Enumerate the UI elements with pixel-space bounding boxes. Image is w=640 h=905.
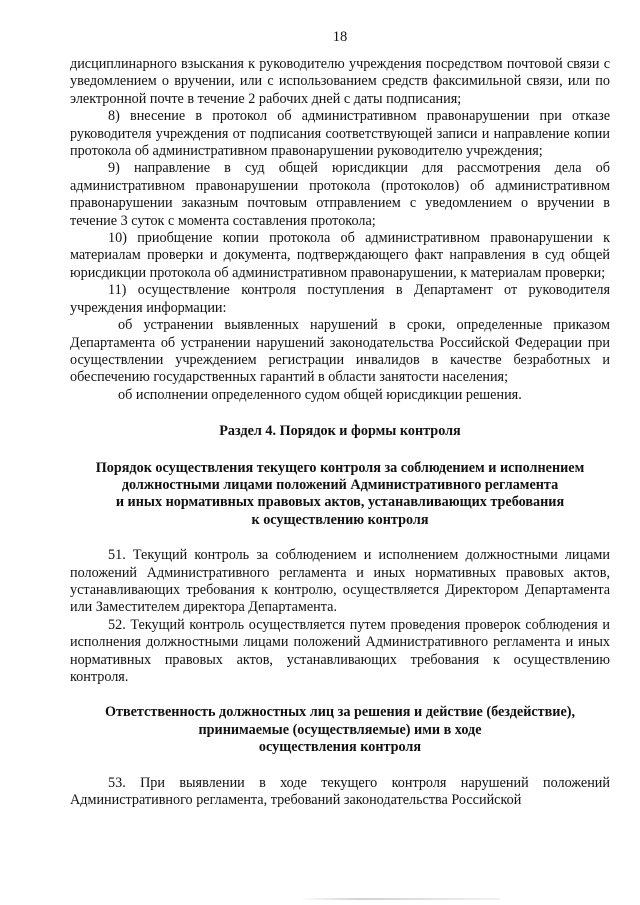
subsection-title-line: к осуществлению контроля [251,511,429,528]
list-subitem-violations: об устранении выявленных нарушений в сроки, определенные приказом Департамента об устранении нарушений законодательства Российской Федерации при осуществлении учреждением регистрации инвалидов в качестве безработных и обеспечению государственных гарантий в области занятости населения; [70,317,610,386]
subsection-title-responsibility [70,704,610,756]
scan-edge-artifact [300,898,500,900]
list-subitem-court-decision: об исполнении определенного судом общей юрисдикции решения. [118,386,522,403]
clause-52: 52. Текущий контроль осуществляется путем проведения проверок соблюдения и исполнения должностными лицами положений Административного регламента и иных нормативных правовых актов, устанавливающих требования к осуществлению контроля. [70,616,610,685]
subsection-title-line: Порядок осуществления текущего контроля за соблюдением и исполнением [95,459,585,476]
clause-53: 53. При выявлении в ходе текущего контроля нарушений положений Административного регламента, требований законодательства Российской [70,774,610,809]
subsection-title-line: осуществления контроля [258,739,422,756]
page-number: 18 [332,29,348,45]
list-item-11: 11) осуществление контроля поступления в Департамент от руководителя учреждения информации: [70,282,610,316]
subsection-title-line: принимаемые (осуществляемые) ими в ходе [198,721,482,738]
subsection-title-current-control [70,460,610,530]
list-item-10: 10) приобщение копии протокола об административном правонарушении к материалам проверки и документа, подтверждающего факт направления в суд общей юрисдикции протокола об административном правонарушении, к материалам проверки; [70,230,610,281]
section-title: Раздел 4. Порядок и формы контроля [219,423,461,440]
subsection-title-line: Ответственность должностных лиц за решения и действие (бездействие), [104,704,576,721]
paragraph-continuation: дисциплинарного взыскания к руководителю учреждения посредством почтовой связи с уведомлением о вручении, или с использованием средств факсимильной связи, или по электронной почте в течение 2 рабочих дней с даты подписания; [70,56,610,107]
subsection-title-line: и иных нормативных правовых актов, устанавливающих требования [115,494,565,511]
clause-51: 51. Текущий контроль за соблюдением и исполнением должностными лицами положений Административного регламента и иных нормативных правовых актов, устанавливающих требования к контролю, осуществляется Директором Департамента или Заместителем директора Департамента. [70,547,610,616]
subsection-title-line: должностными лицами положений Административного регламента [121,476,559,493]
list-item-9: 9) направление в суд общей юрисдикции для рассмотрения дела об административном правонарушении протокола (протоколов) об административном правонарушении заказным почтовым отправлением с уведомлением о вручении в течение 3 суток с момента составления протокола; [70,160,610,229]
document-page [70,28,610,809]
list-item-8: 8) внесение в протокол об административном правонарушении при отказе руководителя учреждения от подписания соответствующей записи и направление копии протокола об административном правонарушении руководителю учреждения; [70,108,610,160]
